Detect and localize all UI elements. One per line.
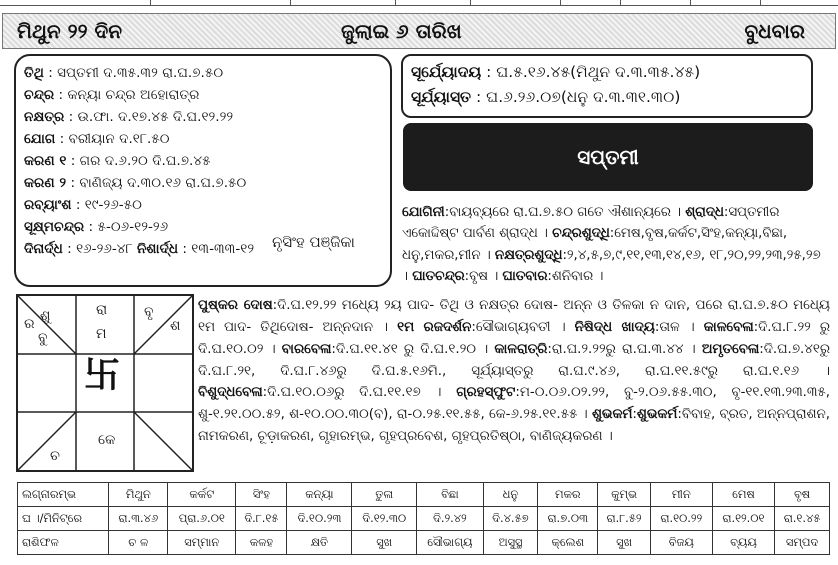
chart-label: ଚ <box>50 448 60 464</box>
header-date: ଜୁଲାଇ ୬ ତାରିଖ <box>341 19 462 43</box>
table-cell: ମକର <box>538 483 598 507</box>
table-cell: ରା.୭.୦୩ <box>538 507 598 531</box>
table-cell: ପ୍ରା.୬.୦୧ <box>168 507 236 531</box>
sunrise-row: ସୂର୍ଯ୍ୟୋଦୟ : ଘ.୫.୧୬.୪୫(ମିଥୁନ ଦ.୩.୩୫.୪୫) <box>411 63 701 81</box>
detail-row-tithi: ତିଥି : ସପ୍ତମୀ ଦ.୩୫.୩୨ ରା.ଘ.୭.୫୦ <box>24 65 224 81</box>
top-strip <box>0 0 838 6</box>
lagna-table <box>17 482 830 555</box>
chart-label: ମ <box>96 326 107 342</box>
table-row <box>18 531 830 555</box>
table-cell: କନ୍ୟା <box>287 483 352 507</box>
swastika-icon: 卐 <box>84 355 121 396</box>
table-cell: କର୍କଟ <box>168 483 236 507</box>
table-cell: ବିଜୟ <box>650 531 712 555</box>
table-cell: ମିଥୁନ <box>109 483 168 507</box>
panchang-details-box <box>14 54 392 287</box>
table-cell: ଦି.୧୨.୩୦ <box>352 507 417 531</box>
table-cell: କ୍ଷତି <box>287 531 352 555</box>
table-cell: ଲଗ୍ନାରମ୍ଭ <box>18 483 109 507</box>
table-cell: ଧନୁ <box>483 483 538 507</box>
header-rashi-day: ମିଥୁନ ୨୨ ଦିନ <box>17 19 123 43</box>
table-cell: ତୁଳା <box>352 483 417 507</box>
chart-label: ଶୁ <box>40 308 51 324</box>
date-header <box>2 13 836 49</box>
table-cell: ମେଷ <box>712 483 774 507</box>
detail-row-karana-2: କରଣ ୨ : ବାଣିଜ୍ୟ ଦ.୩୦.୧୬ ରା.ଘ.୭.୫୦ <box>24 175 247 192</box>
table-cell: ଦି.୪.୫୭ <box>483 507 538 531</box>
detail-row-chandra: ଚନ୍ଦ୍ର : କନ୍ୟା ଚନ୍ଦ୍ର ଅହୋରାତ୍ର <box>24 87 200 104</box>
detail-row-nakshatra: ନକ୍ଷତ୍ର : ଉ.ଫା. ଦ.୧୭.୪୫ ଦି.ଘ.୧୨.୨୨ <box>24 109 234 126</box>
table-cell: କଳହ <box>236 531 287 555</box>
table-cell: କ୍ଲେଶ <box>538 531 598 555</box>
yogini-shraddha-text: ଯୋଗିନୀ:ବାୟବ୍ୟରେ ରା.ଘ.୭.୫୦ ଗତେ ଐଶାନ୍ୟରେ । ଶ୍ରାଦ୍ଧ:ସପ୍ତମୀର ଏକୋଦ୍ଦିଷ୍ଟ ପାର୍ବଣ ଶ୍ରାଦ୍ଧ । ଚନ୍ଦ୍ରଶୁଦ୍ଧି:ମେଷ,ବୃଷ,କର୍କଟ,ସିଂହ,କନ୍ୟା,ବିଛା, ଧନୁ,ମକର,ମୀନ । ନକ୍ଷତ୍ରଶୁଦ୍ଧି:୨,୪,୫,୭,୯,୧୧,୧୩,୧୪,୧୬, ୧୮,୨୦,୨୨,୨୩,୨୫,୨୭ । ଘାତଚନ୍ଦ୍ର:ବୃଷ । ଘାତବାର:ଶନିବାର । <box>402 205 821 284</box>
table-cell: ବିଛା <box>417 483 484 507</box>
detail-row-karana-1: କରଣ ୧ : ଗର ଦ.୬.୨୦ ଦି.ଘ.୭.୪୫ <box>24 153 211 170</box>
table-cell: ଅସୁସ୍ଥ <box>483 531 538 555</box>
chart-label: କେ <box>98 432 116 448</box>
table-cell: ବୃଷ <box>775 483 830 507</box>
table-row <box>18 507 830 531</box>
chart-label: ଶ <box>170 318 181 334</box>
tithi-highlight-box: ସପ୍ତମୀ <box>403 123 813 191</box>
sunrise-sunset-box <box>401 54 813 118</box>
table-cell: ସୁଖ <box>598 531 651 555</box>
table-cell: ରା.୧.୪୫ <box>775 507 830 531</box>
table-cell: ରା.୧୨.୦୧ <box>712 507 774 531</box>
chart-label: ରା <box>96 302 108 318</box>
table-cell: ମୀନ <box>650 483 712 507</box>
horoscope-chart <box>16 294 194 472</box>
table-cell: କୁମ୍ଭ <box>598 483 651 507</box>
detail-row-dinardha: ଦିନାର୍ଦ୍ଧ : ୧୬-୨୬-୪୮ ନିଶାର୍ଦ୍ଧ : ୧୩-୩୩-୧୨ <box>24 241 255 258</box>
table-cell: ଚ ଳ <box>109 531 168 555</box>
header-weekday: ବୁଧବାର <box>744 19 805 43</box>
chart-label: ବୃ <box>144 304 154 320</box>
sunset-row: ସୂର୍ଯ୍ୟାସ୍ତ : ଘ.୬.୨୬.୦୭(ଧନୁ ଦ.୩.୩୧.୩୦) <box>411 87 681 106</box>
table-cell: ଦି.୧୦.୨୩ <box>287 507 352 531</box>
table-cell: ରା.୩.୪୬ <box>109 507 168 531</box>
table-cell: ସମ୍ପଦ <box>775 531 830 555</box>
table-cell: ରା.୧୦.୨୨ <box>650 507 712 531</box>
chart-label: ବୁ <box>38 330 48 346</box>
muhurta-text: ପୁଷ୍କର ଦୋଷ:ଦି.ଘ.୧୨.୨୨ ମଧ୍ୟେ ୨ୟ ପାଦ- ତିଥି ଓ ନକ୍ଷତ୍ର ଦୋଷ- ଅନ୍ନ ଓ ତିଳକା ନ ଦାନ, ପରେ ରା.ଘ.୭.୫୦ ମଧ୍ୟେ ୧ମ ପାଦ- ତିଥିଦୋଷ- ଅନ୍ନଦାନ । ୧ମ ରଜଦର୍ଶନ:ସୌଭାଗ୍ୟବତୀ । ନିଷିଦ୍ଧ ଖାଦ୍ୟ:ତାଳ । କାଳବେଳା:ଦି.ଘ.୮.୨୨ ରୁ ଦି.ଘ.୧୦.୦୨ । ବାରବେଳା:ଦି.ଘ.୧୧.୪୧ ରୁ ଦି.ଘ.୧.୨୦ । କାଳରାତ୍ରି:ରା.ଘ.୨.୨୨ରୁ ରା.ଘ.୩.୪୪ । ଅମୃତବେଳା:ଦି.ଘ.୭.୪୧ରୁ ଦି.ଘ.୮.୨୧, ଦି.ଘ.୮.୪୬ରୁ ଦି.ଘ.୫.୧୬ମି., ସୂର୍ଯ୍ୟାସ୍ତରୁ ରା.ଘ.୯.୪୬, ରା.ଘ.୧୧.୫୯ରୁ ରା.ଘ.୧.୧୬ । ବିଶୁଦ୍ଧବେଳା:ଦି.ଘ.୧୦.୦୬ରୁ ଦି.ଘ.୧୧.୧୭ । ଗ୍ରହସ୍ଫୁଟ:ମ-୦.୦୬.୦୨.୨୨, ବୁ-୨.୦୬.୫୫.୩୦, ବୃ-୧୧.୧୩.୨୩.୩୫, ଶୁ-୧.୨୧.୦୦.୫୨, ଶ-୧୦.୦୦.୩୦(ବ), ରା-୦.୨୫.୧୧.୫୫, କେ-୬.୨୫.୧୧.୫୫ । ଶୁଭକର୍ମ:ଶୁଭକର୍ମ:ବିବାହ, ବ୍ରତ, ଅନ୍ନପ୍ରାଶନ, ନାମକରଣ, ଚୂଡ଼ାକରଣ, ଗୃହାରମ୍ଭ, ଗୃହପ୍ରବେଶ, ଗୃହପ୍ରତିଷ୍ଠା, ବାଣିଜ୍ୟକରଣ । <box>198 298 830 445</box>
table-cell: ସୌଭାଗ୍ୟ <box>417 531 484 555</box>
table-cell: ଦି.୮.୧୫ <box>236 507 287 531</box>
brand-label: ନୃସିଂହ ପଞ୍ଜିକା <box>272 233 355 251</box>
chart-label: ର <box>24 316 35 332</box>
table-cell: ଘ ।/ମିନିଟ୍‌ରେ <box>18 507 109 531</box>
table-cell: ସମ୍ମାନ <box>168 531 236 555</box>
table-row <box>18 483 830 507</box>
detail-row-sukshmachandra: ସୂକ୍ଷ୍ମଚନ୍ଦ୍ର : ୫-୦୬-୧୨-୨୬ <box>24 219 169 236</box>
table-cell: ବ୍ୟୟ <box>712 531 774 555</box>
detail-row-rabyansha: ରବ୍ୟାଂଶ : ୧୯-୨୬-୫୦ <box>24 197 143 214</box>
table-cell: ସୁଖ <box>352 531 417 555</box>
detail-row-yoga: ଯୋଗ : ବରୀୟାନ ଦ.୧୮.୫୦ <box>24 131 170 148</box>
table-cell: ରା.୮.୫୨ <box>598 507 651 531</box>
table-cell: ସିଂହ <box>236 483 287 507</box>
table-cell: ରାଶିଫଳ <box>18 531 109 555</box>
table-cell: ଦି.୨.୪୨ <box>417 507 484 531</box>
